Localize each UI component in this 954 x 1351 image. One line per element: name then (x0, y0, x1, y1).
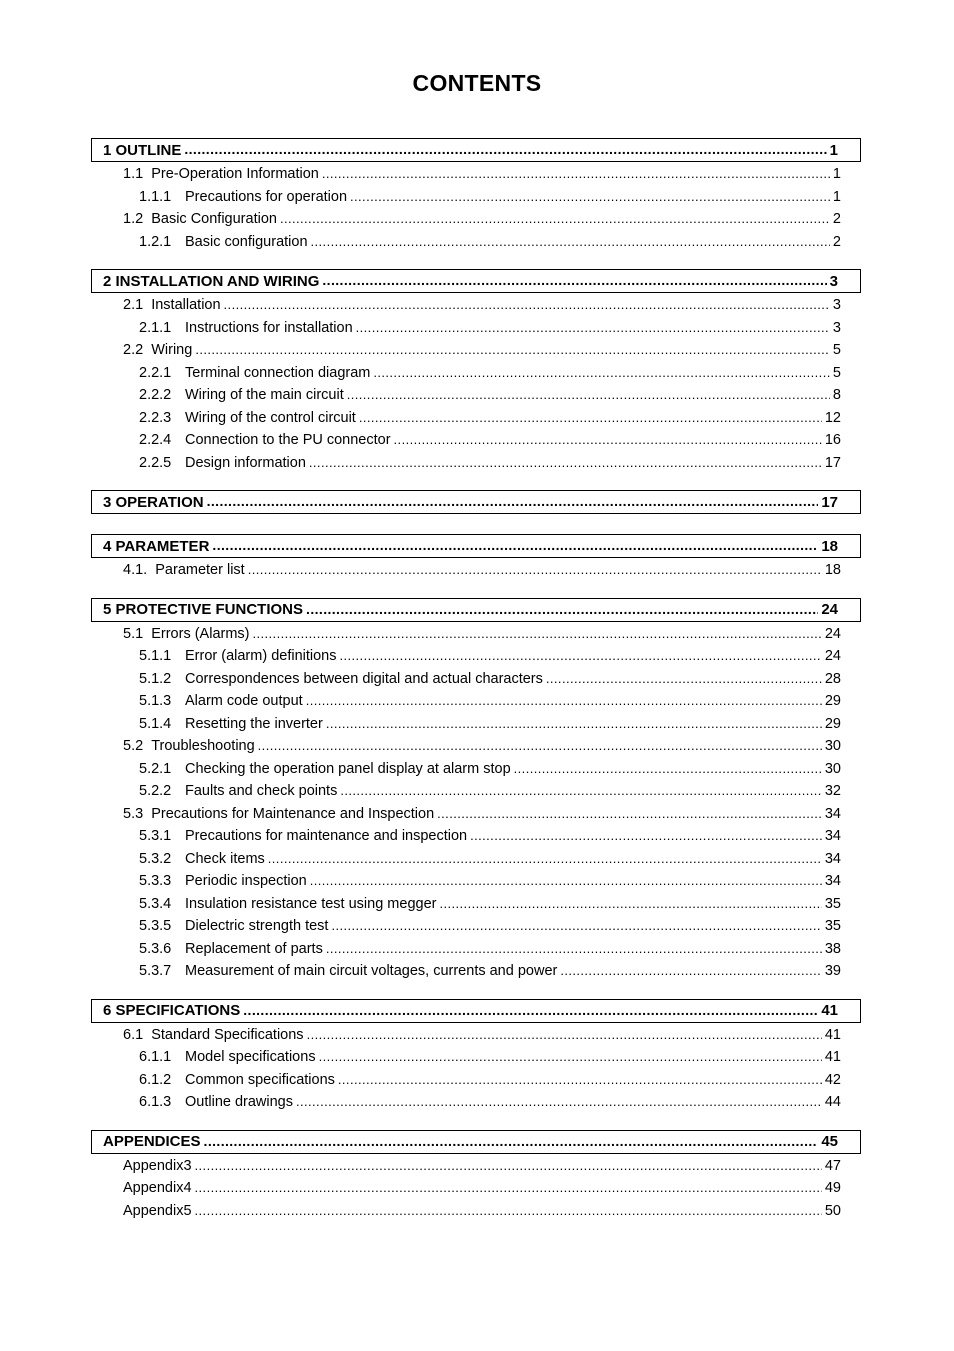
chapter-page-number: 17 (821, 493, 838, 511)
entry-title: Common specifications (185, 1071, 335, 1088)
entry-page-number: 29 (824, 693, 841, 710)
dot-leader (340, 784, 822, 798)
entry-number: 2.2.1 (139, 364, 172, 381)
dot-leader (184, 143, 826, 157)
entry-number: 5.3.3 (139, 873, 172, 890)
toc-entry[interactable] (91, 294, 861, 317)
entry-title: Model specifications (185, 1049, 316, 1066)
dot-leader (350, 190, 830, 204)
entry-title: Precautions for maintenance and inspection (185, 828, 468, 845)
toc-entry[interactable] (91, 758, 861, 781)
dot-leader (359, 411, 822, 425)
dot-leader (258, 739, 822, 753)
entry-page-number: 35 (824, 895, 841, 912)
chapter-title: 5 PROTECTIVE FUNCTIONS (103, 601, 304, 618)
entry-title: Connection to the PU connector (185, 432, 391, 449)
entry-page-number: 34 (824, 873, 841, 890)
entry-page-number: 34 (824, 850, 841, 867)
entry-title: Precautions for Maintenance and Inspection (151, 805, 435, 822)
dot-leader (437, 807, 822, 821)
entry-page-number: 49 (824, 1180, 841, 1197)
entry-title: Dielectric strength test (185, 918, 329, 935)
entry-page-number: 39 (824, 963, 841, 980)
dot-leader (439, 897, 821, 911)
chapter-page-number: 3 (829, 272, 838, 290)
entry-title: Basic configuration (185, 233, 308, 250)
toc-entry[interactable] (91, 780, 861, 803)
entry-title: Outline drawings (185, 1094, 293, 1111)
dot-leader (309, 456, 822, 470)
toc-entry[interactable] (91, 1091, 861, 1114)
entry-title: Insulation resistance test using megger (185, 895, 437, 912)
dot-leader (306, 694, 822, 708)
toc-entry[interactable] (91, 893, 861, 916)
entry-page-number: 30 (824, 760, 841, 777)
dot-leader (253, 627, 822, 641)
dot-leader (347, 388, 830, 402)
toc-entry[interactable] (91, 848, 861, 871)
entry-page-number: 2 (832, 233, 841, 250)
dot-leader (319, 1050, 822, 1064)
dot-leader (296, 1095, 822, 1109)
dot-leader (195, 1204, 822, 1218)
toc-entry[interactable] (91, 362, 861, 385)
toc-entry[interactable] (91, 186, 861, 209)
dot-leader (338, 1073, 822, 1087)
entry-page-number: 42 (824, 1071, 841, 1088)
entry-number: 2.2 (123, 342, 152, 359)
entry-title: Alarm code output (185, 693, 303, 710)
dot-leader (331, 919, 821, 933)
toc-entry[interactable] (91, 870, 861, 893)
dot-leader (322, 167, 830, 181)
toc-entry[interactable] (91, 713, 861, 736)
entry-number: 6.1 (123, 1026, 152, 1043)
toc-chapter[interactable] (91, 598, 861, 622)
entry-page-number: 1 (832, 166, 841, 183)
toc-entry[interactable] (91, 1024, 861, 1047)
entry-number: 5.1.3 (139, 693, 172, 710)
toc-entry[interactable] (91, 1069, 861, 1092)
entry-number: 6.1.1 (139, 1049, 172, 1066)
dot-leader (310, 874, 822, 888)
dot-leader (546, 672, 822, 686)
entry-number: 5.3.7 (139, 963, 172, 980)
entry-page-number: 41 (824, 1049, 841, 1066)
dot-leader (195, 1159, 822, 1173)
entry-title: Wiring of the control circuit (185, 409, 356, 426)
entry-page-number: 2 (832, 211, 841, 228)
entry-title: Instructions for installation (185, 319, 353, 336)
entry-number: 5.2.1 (139, 760, 172, 777)
entry-page-number: 47 (824, 1157, 841, 1174)
toc-entry[interactable] (91, 407, 861, 430)
entry-number: 5.1 (123, 625, 152, 642)
toc-entry[interactable] (91, 938, 861, 961)
entry-page-number: 24 (824, 625, 841, 642)
toc-entry[interactable] (91, 1200, 861, 1223)
entry-title: Measurement of main circuit voltages, currents and power (185, 963, 558, 980)
entry-number: 5.2.2 (139, 783, 172, 800)
toc-chapter[interactable] (91, 534, 861, 558)
entry-title: Pre-Operation Information (151, 166, 319, 183)
entry-number: 2.2.2 (139, 387, 172, 404)
toc-chapter[interactable] (91, 999, 861, 1023)
dot-leader (306, 603, 818, 617)
entry-page-number: 29 (824, 715, 841, 732)
entry-number: 2.2.4 (139, 432, 172, 449)
dot-leader (224, 298, 830, 312)
dot-leader (268, 852, 822, 866)
entry-page-number: 17 (824, 454, 841, 471)
entry-title: Replacement of parts (185, 940, 323, 957)
entry-number: 5.1.1 (139, 648, 172, 665)
dot-leader (394, 433, 822, 447)
chapter-title: 4 PARAMETER (103, 537, 210, 555)
toc-entry[interactable] (91, 429, 861, 452)
entry-page-number: 18 (824, 562, 841, 579)
entry-number: 5.2 (123, 738, 152, 755)
entry-title: Faults and check points (185, 783, 338, 800)
dot-leader (243, 1004, 818, 1018)
entry-page-number: 34 (824, 805, 841, 822)
entry-page-number: 30 (824, 738, 841, 755)
dot-leader (195, 1181, 822, 1195)
chapter-page-number: 18 (821, 537, 838, 555)
chapter-page-number: 45 (821, 1133, 838, 1150)
section-spacer (91, 514, 861, 518)
entry-title: Standard Specifications (151, 1026, 304, 1043)
entry-page-number: 12 (824, 409, 841, 426)
dot-leader (311, 235, 830, 249)
entry-title: Appendix4 (123, 1180, 192, 1197)
entry-number: 1.1.1 (139, 188, 172, 205)
toc-chapter[interactable] (91, 138, 861, 162)
dot-leader (307, 1028, 822, 1042)
entry-title: Correspondences between digital and actual characters (185, 670, 543, 687)
chapter-title: 2 INSTALLATION AND WIRING (103, 272, 320, 290)
dot-leader (340, 649, 822, 663)
entry-page-number: 1 (832, 188, 841, 205)
chapter-page-number: 41 (821, 1002, 838, 1019)
dot-leader (560, 964, 822, 978)
toc-entry[interactable] (91, 208, 861, 231)
dot-leader (207, 495, 819, 509)
entry-page-number: 8 (832, 387, 841, 404)
toc-entry[interactable] (91, 339, 861, 362)
entry-title: Parameter list (155, 562, 245, 579)
entry-page-number: 38 (824, 940, 841, 957)
page-title: CONTENTS (412, 70, 542, 96)
entry-title: Terminal connection diagram (185, 364, 371, 381)
entry-title: Resetting the inverter (185, 715, 323, 732)
chapter-title: 6 SPECIFICATIONS (103, 1002, 241, 1019)
entry-page-number: 28 (824, 670, 841, 687)
dot-leader (280, 212, 830, 226)
toc-chapter[interactable] (91, 1130, 861, 1154)
entry-title: Installation (151, 297, 221, 314)
entry-title: Errors (Alarms) (151, 625, 250, 642)
dot-leader (212, 539, 818, 553)
entry-number: 6.1.2 (139, 1071, 172, 1088)
toc-entry[interactable] (91, 559, 861, 582)
chapter-page-number: 24 (821, 601, 838, 618)
entry-title: Appendix3 (123, 1157, 192, 1174)
entry-number: 2.2.3 (139, 409, 172, 426)
entry-number: 5.1.2 (139, 670, 172, 687)
toc-entry[interactable] (91, 960, 861, 983)
entry-title: Design information (185, 454, 306, 471)
entry-page-number: 34 (824, 828, 841, 845)
entry-number: 5.3.1 (139, 828, 172, 845)
toc-entry[interactable] (91, 1177, 861, 1200)
entry-number: 1.1 (123, 166, 152, 183)
dot-leader (195, 343, 830, 357)
entry-number: 5.3.5 (139, 918, 172, 935)
entry-title: Troubleshooting (151, 738, 255, 755)
entry-page-number: 24 (824, 648, 841, 665)
chapter-title: 3 OPERATION (103, 493, 204, 511)
entry-title: Checking the operation panel display at alarm stop (185, 760, 511, 777)
entry-number: 1.2 (123, 211, 152, 228)
dot-leader (470, 829, 822, 843)
dot-leader (356, 321, 830, 335)
dot-leader (322, 274, 826, 288)
toc-entry[interactable] (91, 452, 861, 475)
entry-title: Wiring (151, 342, 193, 359)
entry-number: 1.2.1 (139, 233, 172, 250)
entry-page-number: 16 (824, 432, 841, 449)
toc-chapter[interactable] (91, 490, 861, 514)
toc-entry[interactable] (91, 668, 861, 691)
entry-page-number: 44 (824, 1094, 841, 1111)
entry-number: 5.1.4 (139, 715, 172, 732)
dot-leader (326, 942, 822, 956)
entry-title: Precautions for operation (185, 188, 348, 205)
entry-number: 6.1.3 (139, 1094, 172, 1111)
entry-number: 2.1 (123, 297, 152, 314)
entry-number: 5.3 (123, 805, 152, 822)
entry-page-number: 5 (832, 364, 841, 381)
toc-entry[interactable] (91, 915, 861, 938)
toc-entry[interactable] (91, 645, 861, 668)
chapter-title: APPENDICES (103, 1133, 201, 1150)
entry-number: 2.2.5 (139, 454, 172, 471)
entry-number: 2.1.1 (139, 319, 172, 336)
entry-page-number: 35 (824, 918, 841, 935)
toc-chapter[interactable] (91, 269, 861, 293)
entry-page-number: 32 (824, 783, 841, 800)
entry-number: 4.1. (123, 562, 156, 579)
dot-leader (248, 563, 822, 577)
toc-entry[interactable] (91, 384, 861, 407)
dot-leader (514, 762, 822, 776)
toc-entry[interactable] (91, 231, 861, 254)
entry-page-number: 3 (832, 319, 841, 336)
dot-leader (373, 366, 830, 380)
chapter-title: 1 OUTLINE (103, 141, 182, 159)
toc-entry[interactable] (91, 623, 861, 646)
entry-title: Check items (185, 850, 265, 867)
toc-entry[interactable] (91, 1155, 861, 1178)
entry-title: Error (alarm) definitions (185, 648, 337, 665)
entry-page-number: 3 (832, 297, 841, 314)
toc-entry[interactable] (91, 803, 861, 826)
toc-entry[interactable] (91, 690, 861, 713)
entry-number: 5.3.2 (139, 850, 172, 867)
table-of-contents (91, 138, 861, 1222)
entry-title: Basic Configuration (151, 211, 277, 228)
entry-number: 5.3.6 (139, 940, 172, 957)
entry-title: Wiring of the main circuit (185, 387, 344, 404)
toc-entry[interactable] (91, 1046, 861, 1069)
entry-page-number: 41 (824, 1026, 841, 1043)
dot-leader (326, 717, 822, 731)
toc-entry[interactable] (91, 163, 861, 186)
entry-page-number: 5 (832, 342, 841, 359)
chapter-page-number: 1 (829, 141, 838, 159)
entry-page-number: 50 (824, 1202, 841, 1219)
dot-leader (204, 1135, 819, 1149)
toc-entry[interactable] (91, 825, 861, 848)
toc-entry[interactable] (91, 735, 861, 758)
entry-title: Periodic inspection (185, 873, 307, 890)
toc-entry[interactable] (91, 317, 861, 340)
entry-title: Appendix5 (123, 1202, 192, 1219)
entry-number: 5.3.4 (139, 895, 172, 912)
